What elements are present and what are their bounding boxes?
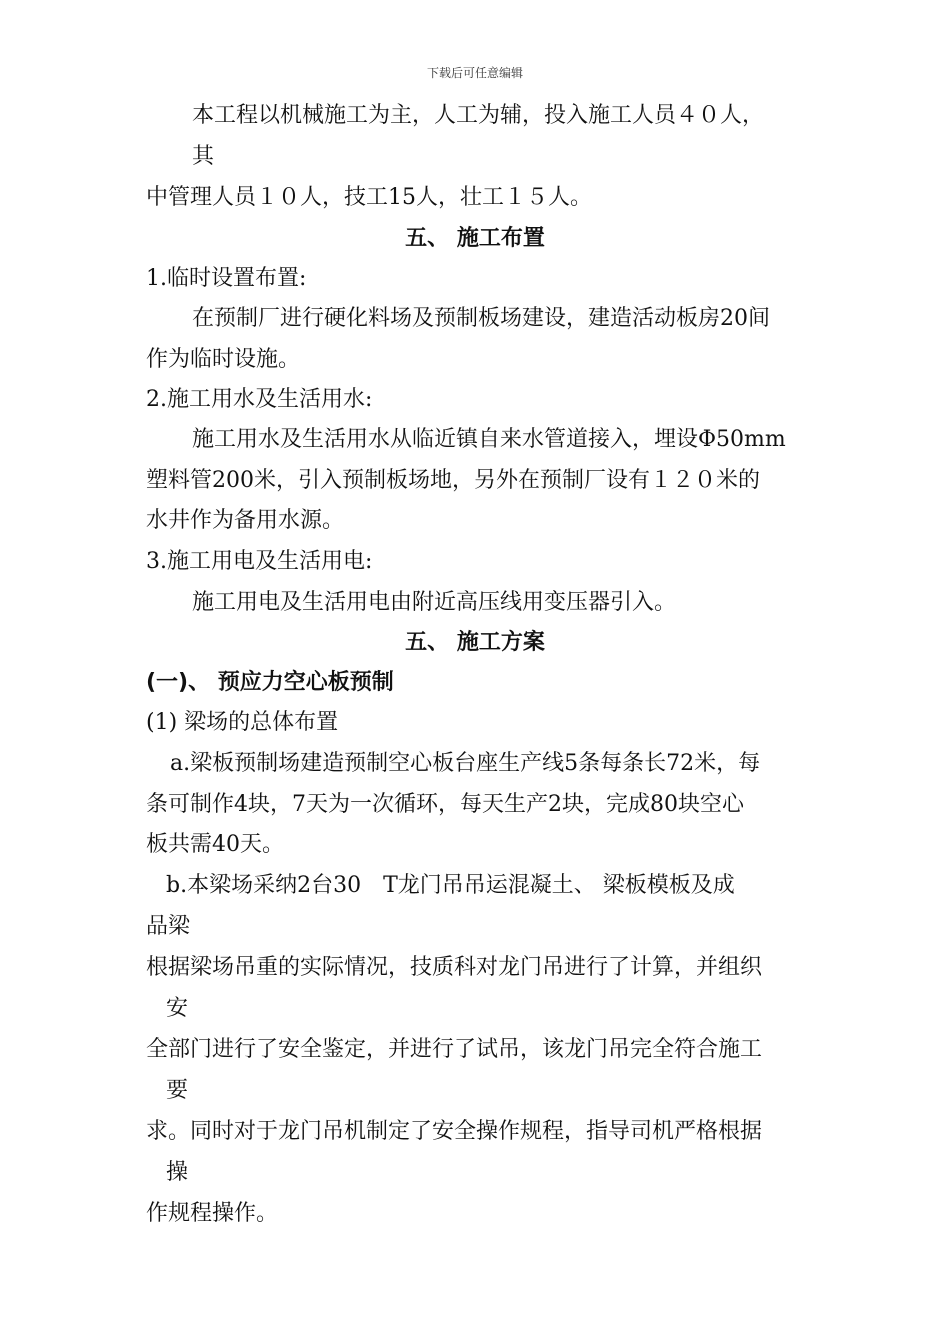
- subsection-heading: (一)、 预应力空心板预制: [146, 670, 394, 695]
- paragraph-line: 其: [192, 144, 215, 169]
- paragraph-line: 施工用电及生活用电由附近高压线用变压器引入。: [192, 590, 677, 615]
- paragraph-line: 要: [166, 1078, 189, 1103]
- section-heading: 五、 施工方案: [405, 630, 545, 655]
- paragraph-line: 1.临时设置布置:: [146, 266, 307, 291]
- paragraph-line: 塑料管200米，引入预制板场地，另外在预制厂设有１２０米的: [146, 468, 760, 493]
- paragraph-line: 中管理人员１０人，技工15人，壮工１５人。: [146, 185, 592, 210]
- paragraph-line: 根据梁场吊重的实际情况，技质科对龙门吊进行了计算，并组织: [146, 955, 763, 980]
- paragraph-line: 品梁: [146, 914, 191, 939]
- section-heading: 五、 施工布置: [405, 226, 545, 251]
- paragraph-line: a.梁板预制场建造预制空心板台座生产线5条每条长72米，每: [170, 751, 761, 776]
- paragraph-line: 安: [166, 996, 189, 1021]
- paragraph-line: 求。同时对于龙门吊机制定了安全操作规程，指导司机严格根据: [146, 1119, 763, 1144]
- paragraph-line: 2.施工用水及生活用水:: [146, 387, 373, 412]
- paragraph-line: 施工用水及生活用水从临近镇自来水管道接入，埋设Φ50mm: [192, 427, 786, 452]
- paragraph-line: 作为临时设施。: [146, 347, 301, 372]
- paragraph-line: 全部门进行了安全鉴定，并进行了试吊，该龙门吊完全符合施工: [146, 1037, 763, 1062]
- paragraph-line: 板共需40天。: [146, 832, 284, 857]
- paragraph-line: 在预制厂进行硬化料场及预制板场建设，建造活动板房20间: [192, 306, 770, 331]
- paragraph-line: (1) 梁场的总体布置: [146, 710, 339, 735]
- paragraph-line: 条可制作4块，7天为一次循环，每天生产2块，完成80块空心: [146, 792, 744, 817]
- paragraph-line: 操: [166, 1160, 189, 1185]
- paragraph-line: 作规程操作。: [146, 1201, 279, 1226]
- paragraph-line: 水井作为备用水源。: [146, 508, 345, 533]
- page-header: 下载后可任意编辑: [426, 66, 523, 80]
- paragraph-line: 3.施工用电及生活用电:: [146, 549, 373, 574]
- paragraph-line: 本工程以机械施工为主，人工为辅，投入施工人员４０人，: [192, 103, 765, 128]
- paragraph-line: b.本梁场采纳2台30 T龙门吊吊运混凝土、 梁板模板及成: [166, 873, 735, 898]
